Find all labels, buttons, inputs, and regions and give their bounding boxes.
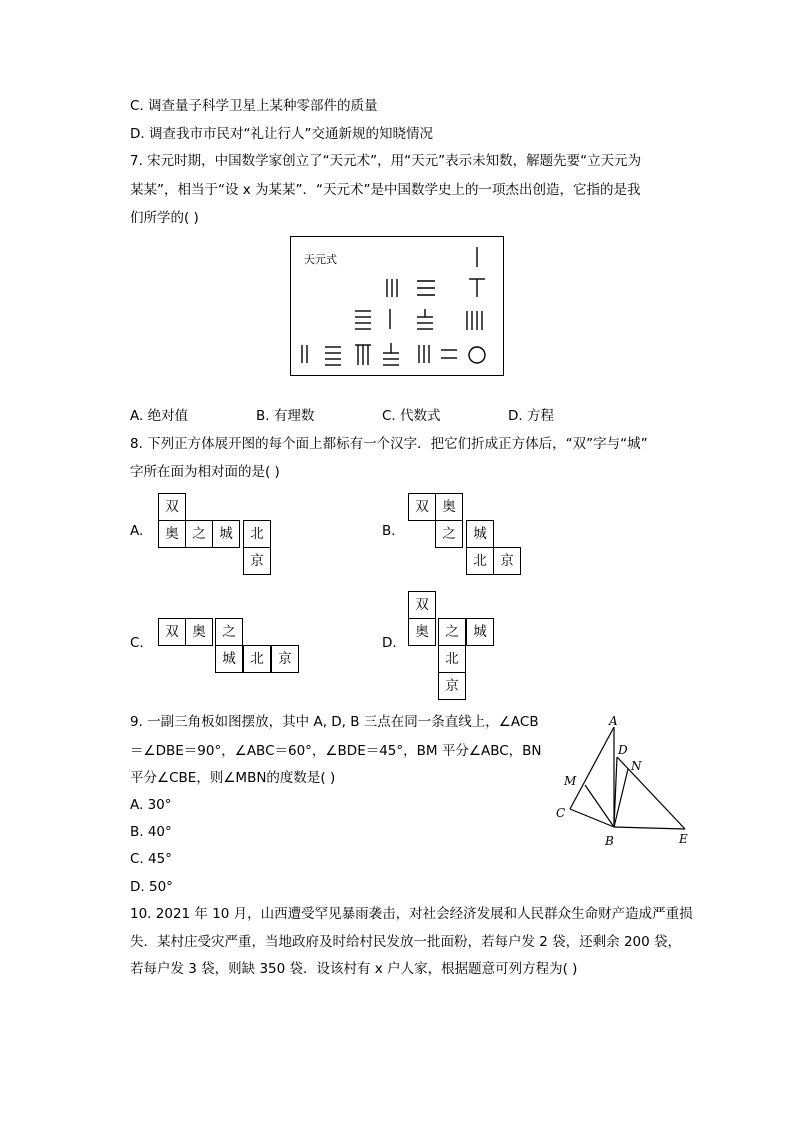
- q9-text-line-1: 9. 一副三角板如图摆放，其中 A, D, B 三点在同一条直线上，∠ACB: [130, 714, 539, 730]
- net-face: 京: [271, 645, 299, 673]
- point-e-label: E: [679, 832, 688, 846]
- net-face: 奥: [435, 493, 463, 521]
- point-d-label: D: [618, 743, 628, 757]
- net-face: 双: [158, 493, 186, 521]
- net-face: 北: [466, 547, 494, 575]
- q8-option-d-label: D.: [382, 635, 397, 651]
- net-face: 之: [435, 520, 463, 548]
- triangle-figure: [545, 715, 705, 855]
- point-b-label: B: [605, 834, 614, 848]
- q6-option-c: C. 调查量子科学卫星上某种零部件的质量: [130, 98, 378, 114]
- net-face: 城: [215, 645, 243, 673]
- q6-option-d: D. 调查我市市民对“礼让行人”交通新规的知晓情况: [130, 126, 433, 142]
- q9-option-c: C. 45°: [130, 851, 172, 867]
- q8-option-c-label: C.: [130, 635, 144, 651]
- q9-option-d: D. 50°: [130, 879, 173, 895]
- segment-de: [617, 757, 685, 829]
- q10-text-line-1: 10. 2021 年 10 月，山西遭受罕见暴雨袭击，对社会经济发展和人民群众生命财产造成严重损: [130, 906, 693, 922]
- point-c-label: C: [556, 806, 566, 820]
- net-face: 之: [215, 618, 243, 646]
- q7-text-line-3: 们所学的( ): [130, 210, 199, 226]
- q9-option-b: B. 40°: [130, 824, 172, 840]
- q9-text-line-3: 平分∠CBE，则∠MBN的度数是( ): [130, 770, 336, 786]
- net-face: 双: [408, 493, 436, 521]
- net-face: 京: [243, 547, 271, 575]
- q9-option-a: A. 30°: [130, 797, 172, 813]
- net-face: 双: [408, 591, 436, 619]
- tianyuan-figure-label: 天元式: [304, 253, 337, 266]
- counting-rods: [291, 237, 503, 375]
- q8-text-line-2: 字所在面为相对面的是( ): [130, 464, 280, 480]
- q10-text-line-2: 失．某村庄受灾严重，当地政府及时给村民发放一批面粉，若每户发 2 袋，还剩余 200 袋，: [130, 934, 682, 950]
- segment-ac: [570, 727, 614, 809]
- net-face: 城: [212, 520, 240, 548]
- net-face: 京: [438, 672, 466, 700]
- net-face: 之: [185, 520, 213, 548]
- q7-text-line-1: 7. 宋元时期，中国数学家创立了“天元术”，用“天元”表示未知数，解题先要“立天元为: [130, 153, 642, 169]
- q7-option-a: A. 绝对值: [130, 408, 189, 424]
- q7-option-b: B. 有理数: [256, 408, 315, 424]
- net-face: 奥: [158, 520, 186, 548]
- net-face: 北: [438, 645, 466, 673]
- net-face: 之: [438, 618, 466, 646]
- point-m-label: M: [564, 774, 577, 788]
- point-a-label: A: [609, 715, 618, 728]
- net-face: 城: [466, 618, 494, 646]
- net-face: 城: [466, 520, 494, 548]
- q10-text-line-3: 若每户发 3 袋，则缺 350 袋．设该村有 x 户人家，根据题意可列方程为( ): [130, 961, 578, 977]
- net-face: 京: [493, 547, 521, 575]
- net-face: 奥: [408, 618, 436, 646]
- q7-option-c: C. 代数式: [382, 408, 441, 424]
- point-n-label: N: [631, 759, 642, 773]
- q8-text-line-1: 8. 下列正方体展开图的每个面上都标有一个汉字．把它们折成正方体后，“双”字与“城”: [130, 436, 648, 452]
- q7-text-line-2: 某某”，相当于“设 x 为某某”．“天元术”是中国数学史上的一项杰出创造，它指的是我: [130, 182, 641, 198]
- segment-be: [614, 827, 685, 829]
- net-face: 双: [158, 618, 186, 646]
- q8-option-b-label: B.: [382, 523, 396, 539]
- q8-option-a-label: A.: [130, 523, 144, 539]
- net-face: 北: [243, 645, 271, 673]
- net-face: 北: [243, 520, 271, 548]
- net-face: 奥: [185, 618, 213, 646]
- q9-text-line-2: ＝∠DBE＝90°，∠ABC＝60°，∠BDE＝45°，BM 平分∠ABC，BN: [130, 743, 542, 759]
- tianyuan-figure: [290, 236, 504, 376]
- q7-option-d: D. 方程: [508, 408, 554, 424]
